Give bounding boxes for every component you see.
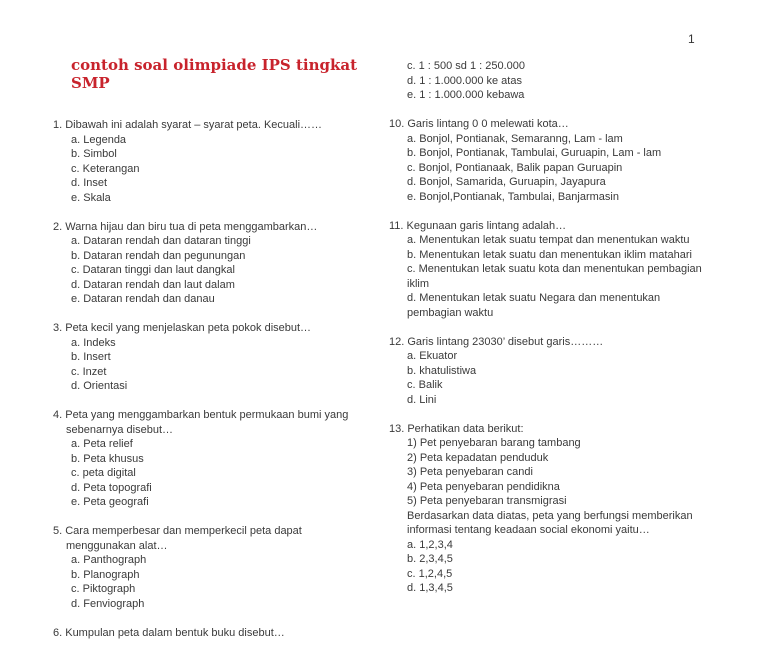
answer-option: b. Peta khusus (71, 452, 144, 465)
answer-option: c. Bonjol, Pontianaak, Balik papan Guruapin (407, 161, 623, 174)
right-column (389, 59, 709, 610)
data-list-item: 1) Pet penyebaran barang tambang (407, 437, 581, 449)
answer-option: d. Lini (407, 393, 437, 406)
question-stem: 4. Peta yang menggambarkan bentuk permukaan bumi yang sebenarnya disebut… (53, 409, 349, 436)
data-list-item: 2) Peta kepadatan penduduk (407, 451, 549, 464)
left-question (53, 524, 373, 611)
left-column (53, 118, 373, 655)
answer-option: a. Menentukan letak suatu tempat dan menentukan waktu (407, 234, 690, 246)
answer-option: a. Indeks (71, 336, 116, 349)
left-question (53, 626, 373, 641)
question-stem: 3. Peta kecil yang menjelaskan peta pokok disebut… (53, 322, 312, 334)
answer-option: a. Legenda (71, 133, 127, 146)
question-13 (389, 422, 709, 596)
question-stem: 10. Garis lintang 0 0 melewati kota… (389, 118, 569, 130)
answer-option: d. Peta topografi (71, 481, 152, 494)
answer-option: c. Menentukan letak suatu kota dan menentukan pembagian iklim (407, 263, 702, 290)
question-stem: 11. Kegunaan garis lintang adalah… (389, 219, 567, 232)
answer-option: d. Menentukan letak suatu Negara dan menentukan pembagian waktu (407, 292, 661, 319)
answer-option: a. 1,2,3,4 (407, 538, 453, 551)
answer-option: b. khatulistiwa (407, 364, 477, 377)
answer-option: b. Planograph (71, 568, 140, 581)
right-question (389, 335, 709, 408)
question-stem: 5. Cara memperbesar dan memperkecil peta dapat menggunakan alat… (53, 525, 302, 552)
right-question (389, 219, 709, 321)
answer-option: a. Bonjol, Pontianak, Semaranng, Lam - lam (407, 132, 623, 145)
question-stem: 12. Garis lintang 23030’ disebut garis……… (389, 335, 604, 348)
left-question (53, 321, 373, 394)
answer-option: a. Panthograph (71, 554, 147, 566)
left-question (53, 220, 373, 307)
question-prompt: Berdasarkan data diatas, peta yang berfungsi memberikan informasi tentang keadaan social ekonomi yaitu… (407, 509, 693, 536)
answer-option: b. 2,3,4,5 (407, 553, 453, 565)
answer-option: a. Ekuator (407, 350, 458, 362)
left-question (53, 408, 373, 510)
answer-option: c. Inzet (71, 365, 107, 378)
answer-option: e. Bonjol,Pontianak, Tambulai, Banjarmasin (407, 190, 619, 203)
answer-option: b. Dataran rendah dan pegunungan (71, 249, 246, 262)
answer-option: b. Menentukan letak suatu dan menentukan iklim matahari (407, 248, 692, 261)
answer-option: d. Orientasi (71, 380, 128, 392)
question-stem: 6. Kumpulan peta dalam bentuk buku disebut… (53, 626, 285, 639)
answer-option: c. Dataran tinggi dan laut dangkal (71, 264, 235, 276)
data-list-item: 5) Peta penyebaran transmigrasi (407, 495, 567, 507)
answer-option: d. 1,3,4,5 (407, 582, 453, 594)
answer-option: c. Keterangan (71, 162, 140, 175)
answer-option: c. peta digital (71, 467, 136, 479)
right-question (389, 117, 709, 204)
document-title: contoh soal olimpiade IPS tingkat SMP (71, 56, 358, 92)
answer-option: d. Fenviograph (71, 597, 145, 610)
continued-options (389, 59, 709, 103)
answer-option: d. Inset (71, 177, 108, 189)
question-stem: 1. Dibawah ini adalah syarat – syarat peta. Kecuali…… (53, 119, 323, 131)
answer-option: c. 1,2,4,5 (407, 567, 453, 580)
answer-option: e. Skala (71, 191, 111, 204)
answer-option: b. Insert (71, 351, 111, 363)
data-list-item: 3) Peta penyebaran candi (407, 466, 533, 478)
answer-option: d. 1 : 1.000.000 ke atas (407, 74, 522, 87)
question-stem: 2. Warna hijau dan biru tua di peta menggambarkan… (53, 220, 318, 233)
answer-option: b. Simbol (71, 148, 117, 160)
answer-option: c. Piktograph (71, 583, 136, 595)
page-number: 1 (688, 32, 695, 46)
left-question (53, 118, 373, 205)
answer-option: e. Dataran rendah dan danau (71, 293, 215, 305)
data-list-item: 4) Peta penyebaran pendidikna (407, 480, 560, 493)
answer-option: b. Bonjol, Pontianak, Tambulai, Guruapin, Lam - lam (407, 147, 662, 159)
answer-option: c. 1 : 500 sd 1 : 250.000 (407, 60, 526, 72)
answer-option: e. Peta geografi (71, 496, 149, 508)
answer-option: d. Dataran rendah dan laut dalam (71, 278, 235, 291)
answer-option: a. Dataran rendah dan dataran tinggi (71, 235, 251, 247)
question-stem: 13. Perhatikan data berikut: (389, 422, 524, 435)
answer-option: c. Balik (407, 379, 443, 391)
answer-option: d. Bonjol, Samarida, Guruapin, Jayapura (407, 176, 606, 188)
answer-option: a. Peta relief (71, 438, 133, 450)
answer-option: e. 1 : 1.000.000 kebawa (407, 89, 525, 101)
